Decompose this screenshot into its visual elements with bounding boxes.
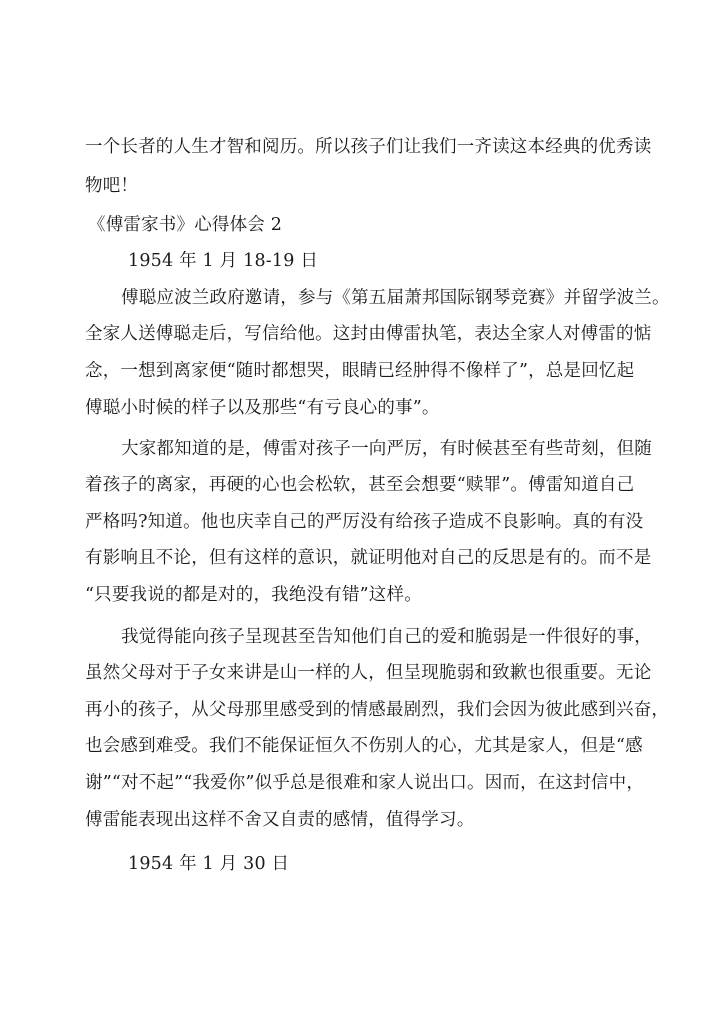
text-line: 也会感到难受。我们不能保证恒久不伤别人的心，尤其是家人，但是“感 xyxy=(85,736,643,756)
text-line: 傅雷能表现出这样不舍又自责的感情，值得学习。 xyxy=(85,810,475,830)
text-line: 虽然父母对于子女来讲是山一样的人，但呈现脆弱和致歉也很重要。无论 xyxy=(85,663,652,683)
text-line: 一个长者的人生才智和阅历。所以孩子们让我们一齐读这本经典的优秀读 xyxy=(85,137,652,157)
text-line: 全家人送傅聪走后，写信给他。这封由傅雷执笔，表达全家人对傅雷的惦 xyxy=(85,324,652,344)
text-line: 有影响且不论，但有这样的意识，就证明他对自己的反思是有的。而不是 xyxy=(85,548,652,568)
text-line: 再小的孩子，从父母那里感受到的情感最剧烈，我们会因为彼此感到兴奋， xyxy=(85,700,670,720)
text-line: 着孩子的离家，再硬的心也会松软，甚至会想要“赎罪”。傅雷知道自己 xyxy=(85,475,635,495)
text-line: 大家都知道的是，傅雷对孩子一向严厉，有时候甚至有些苛刻，但随 xyxy=(121,439,652,459)
text-line: 谢”“对不起”“我爱你”似乎总是很难和家人说出口。因而，在这封信中， xyxy=(85,773,645,793)
section-heading: 《傅雷家书》心得体会 2 xyxy=(88,215,283,235)
date-line: 1954 年 1 月 30 日 xyxy=(128,854,290,874)
text-line: 我觉得能向孩子呈现甚至告知他们自己的爱和脆弱是一件很好的事， xyxy=(121,627,652,647)
text-line: “只要我说的都是对的，我绝没有错”这样。 xyxy=(85,585,422,605)
date-line: 1954 年 1 月 18-19 日 xyxy=(128,251,319,271)
text-line: 念，一想到离家便“随时都想哭，眼睛已经肿得不像样了”，总是回忆起 xyxy=(85,361,635,381)
text-line: 傅聪应波兰政府邀请，参与《第五届萧邦国际钢琴竞赛》并留学波兰。 xyxy=(121,288,670,308)
text-line: 傅聪小时候的样子以及那些“有亏良心的事”。 xyxy=(85,398,440,418)
text-line: 严格吗?知道。他也庆幸自己的严厉没有给孩子造成不良影响。真的有没 xyxy=(85,512,644,532)
text-line: 物吧！ xyxy=(85,176,139,196)
